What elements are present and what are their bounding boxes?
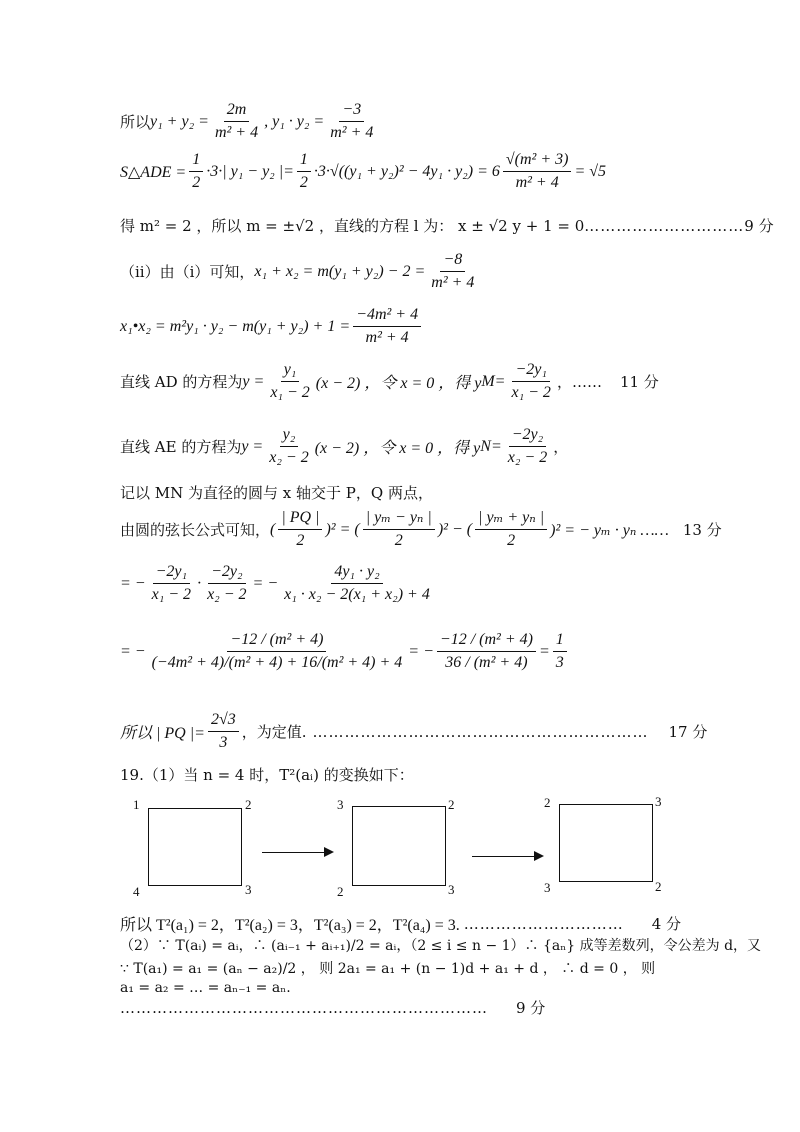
denominator: x₁ − 2	[511, 384, 551, 401]
fraction	[266, 425, 311, 468]
numerator: −3	[339, 100, 364, 122]
numerator: | yₘ − yₙ |	[363, 508, 435, 530]
score-label: 9 分	[744, 217, 774, 235]
line-circle-note	[120, 482, 433, 503]
equation: x₁ + x₂ = m(y₁ + y₂) − 2 =	[254, 262, 426, 280]
denominator: x₁ − 2	[270, 384, 310, 401]
text: （ii）由（i）可知，	[120, 263, 255, 281]
denominator: x₁ · x₂ − 2(x₁ + x₂) + 4	[284, 586, 430, 603]
numerator: √(m² + 3)	[503, 150, 572, 172]
fraction	[149, 630, 406, 673]
denominator: m² + 4	[431, 274, 475, 291]
leader-dots: ………………………………………………………	[312, 722, 649, 741]
fraction	[204, 562, 249, 605]
equation: = −	[252, 574, 279, 592]
corner-label: 3	[544, 880, 551, 895]
line-part2-c	[120, 980, 291, 996]
corner-label: 3	[337, 797, 344, 812]
square-1	[148, 808, 242, 886]
equation: 所以 | PQ |=	[120, 725, 205, 742]
equation: x₁•x₂ = m²y₁ · y₂ − m(y₁ + y₂) + 1 =	[120, 317, 351, 335]
fraction	[363, 508, 435, 551]
fraction	[327, 100, 376, 143]
line-part2-a	[120, 935, 761, 955]
denominator: m² + 4	[365, 329, 409, 346]
corner-label: 4	[133, 884, 140, 899]
numerator: y₂	[280, 425, 299, 447]
fraction	[281, 562, 433, 605]
line-area	[120, 150, 606, 193]
corner-label: 1	[133, 797, 140, 812]
arrow-icon	[262, 852, 332, 853]
score-label: 17 分	[668, 723, 708, 741]
numerator: | PQ |	[278, 508, 322, 530]
fraction	[212, 100, 261, 143]
fraction	[505, 425, 550, 468]
corner-label: 2	[448, 797, 455, 812]
numerator: y₁	[281, 360, 300, 382]
line-ad-equation	[120, 360, 659, 403]
corner-label: 2	[544, 795, 551, 810]
numerator: −8	[440, 250, 465, 272]
line-y-sum-product	[120, 100, 379, 143]
line-pq-result	[120, 710, 707, 753]
numerator: −12 / (m² + 4)	[437, 630, 536, 652]
equation: , y₁ · y₂ =	[264, 112, 325, 130]
line-part2-score	[120, 997, 545, 1018]
text: 所以 T²(a₁) = 2，T²(a₂) = 3，T²(a₃) = 2，T²(a₄) = 3.	[120, 917, 460, 934]
numerator: −2y₁	[153, 562, 190, 584]
equation: (x − 2) ，令 x = 0 ，得 y	[315, 375, 482, 392]
square-2	[352, 806, 446, 886]
fraction	[278, 508, 322, 551]
line-ae-equation	[120, 425, 568, 468]
score-label: 9 分	[516, 999, 546, 1017]
text: 由圆的弦长公式可知，	[120, 521, 271, 539]
equation: )² = − yₘ · yₙ ……	[550, 521, 669, 539]
text: a₁ = a₂ = … = aₙ₋₁ = aₙ.	[120, 980, 291, 996]
line-t2-values	[120, 912, 681, 935]
text: 所以	[120, 113, 151, 131]
denominator: 2	[394, 532, 403, 549]
denominator: 2	[296, 532, 305, 549]
equation: ·3·| y₁ − y₂ |=	[206, 162, 294, 180]
equation: )² − (	[437, 520, 473, 538]
fraction	[189, 150, 203, 193]
line-x-sum	[120, 250, 480, 293]
corner-label: 3	[655, 794, 662, 809]
corner-label: 2	[337, 884, 344, 899]
numerator: | yₘ + yₙ |	[475, 508, 547, 530]
equation: ·3·√((y₁ + y₂)² − 4y₁ · y₂) = 6	[313, 162, 500, 180]
score-label: 11 分	[619, 373, 659, 391]
fraction	[508, 360, 553, 403]
denominator: 36 / (m² + 4)	[445, 654, 528, 671]
fraction	[437, 630, 536, 673]
equation: =	[494, 372, 506, 390]
equation: =	[538, 642, 550, 660]
denominator: x₂ − 2	[507, 449, 548, 466]
numerator: −2y₂	[208, 562, 245, 584]
denominator: 2	[299, 174, 308, 191]
line-chord-formula: 由圆的弦长公式可知， ( $\frac{| PQ |}{2}$ )² = ( $\frac{\text{| yₘ − yₙ |}}{2}$ )² − ( $\frac{\text{| yₘ + yₙ |}}{2}$ )² = − yₘ · yₙ …… 13 分	[120, 509, 722, 549]
subscript: M	[481, 372, 495, 390]
equation: = √5	[574, 162, 607, 180]
fraction	[149, 562, 194, 605]
denominator: m² + 4	[515, 174, 559, 191]
fraction	[503, 150, 572, 193]
numerator: −2y₂	[509, 425, 546, 447]
text: （2）∵ T(aᵢ) = aᵢ，∴ (aᵢ₋₁ + aᵢ₊₁)/2 = aᵢ，（2 ≤ i ≤ n − 1）∴ {aₙ} 成等差数列，令公差为 d，又	[120, 938, 762, 954]
equation: = −	[120, 642, 146, 660]
fraction	[475, 508, 547, 551]
text: 记以 MN 为直径的圆与 x 轴交于 P，Q 两点，	[120, 484, 433, 502]
line-m-result	[120, 215, 774, 236]
score-label: 4 分	[651, 915, 682, 933]
numerator: −12 / (m² + 4)	[227, 630, 326, 652]
fraction	[208, 710, 239, 753]
numerator: 2√3	[208, 710, 239, 732]
equation: y =	[241, 437, 264, 455]
fraction	[353, 305, 421, 348]
line-x-product	[120, 305, 424, 348]
numerator: −4m² + 4	[353, 305, 421, 327]
equation: (x − 2) ，令 x = 0 ，得 y	[314, 440, 481, 457]
equation: =	[490, 437, 502, 455]
denominator: 2	[507, 532, 516, 549]
text: ∵ T(a₁) = a₁ = (aₙ − a₂)/2 ， 则 2a₁ = a₁ + (n − 1)d + a₁ + d ， ∴ d = 0 ， 则	[120, 961, 656, 977]
equation: = −	[408, 642, 434, 660]
numerator: 4y₁ · y₂	[331, 562, 382, 584]
denominator: x₂ − 2	[269, 449, 309, 466]
square-3	[559, 804, 653, 882]
text: ，为定值.	[241, 723, 307, 741]
denominator: 3	[555, 654, 564, 671]
denominator: x₁ − 2	[151, 586, 192, 603]
fraction	[267, 360, 312, 403]
text: 直线 AE 的方程为	[120, 438, 242, 456]
denominator: x₂ − 2	[207, 586, 247, 603]
numerator: 2m	[224, 100, 250, 122]
score-label: 13 分	[682, 521, 722, 539]
line-q19-intro	[120, 764, 414, 785]
line-substitution	[120, 562, 436, 605]
denominator: 2	[192, 174, 201, 191]
text: 19.（1）当 n = 4 时，T²(aᵢ) 的变换如下：	[120, 766, 414, 784]
arrow-icon	[472, 856, 542, 857]
leader-dots: …………………………	[584, 216, 745, 235]
leader-dots: …………………………	[463, 914, 624, 933]
numerator: 1	[553, 630, 567, 652]
leader-dots: ……………………………………………………………	[120, 998, 488, 1017]
equation: y =	[242, 372, 265, 390]
leader-dots: ，……	[556, 373, 602, 391]
line-part2-b	[120, 958, 655, 978]
equation: = −	[120, 574, 146, 592]
fraction	[553, 630, 567, 673]
denominator: m² + 4	[330, 124, 374, 141]
fraction	[297, 150, 311, 193]
text: ，	[553, 438, 569, 456]
subscript: N	[480, 437, 491, 455]
line-simplify	[120, 630, 570, 673]
text: 得 m² = 2 ，所以 m = ±√2 ，直线的方程 l 为： x ± √2 y + 1 = 0	[120, 217, 585, 235]
fraction	[428, 250, 477, 293]
denominator: (−4m² + 4)/(m² + 4) + 16/(m² + 4) + 4	[151, 654, 403, 671]
equation: y₁ + y₂ =	[150, 112, 209, 130]
numerator: 1	[189, 150, 203, 172]
corner-label: 3	[245, 882, 252, 897]
equation: ·	[197, 574, 202, 592]
corner-label: 3	[448, 882, 455, 897]
numerator: 1	[297, 150, 311, 172]
area-label: S△ADE =	[120, 163, 187, 181]
corner-label: 2	[655, 879, 662, 894]
text: 直线 AD 的方程为	[120, 373, 243, 391]
denominator: m² + 4	[214, 124, 259, 141]
corner-label: 2	[245, 797, 252, 812]
denominator: 3	[219, 734, 228, 751]
numerator: −2y₁	[512, 360, 549, 382]
equation: )² = (	[325, 520, 360, 538]
